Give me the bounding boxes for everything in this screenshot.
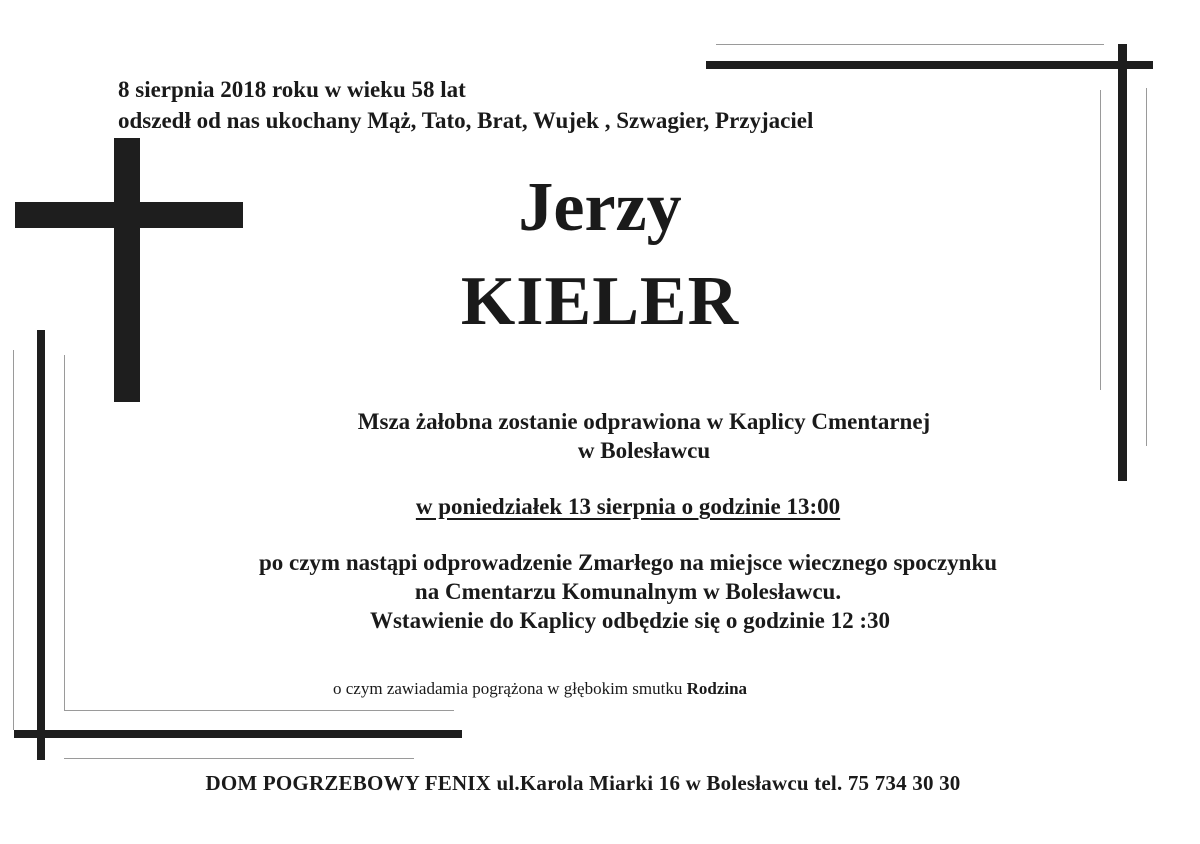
bottom-left-vertical-line [37, 330, 45, 760]
burial-line-1: po czym nastąpi odprowadzenie Zmarłego na miejsce wiecznego spoczynku [258, 550, 998, 575]
mass-line-2: w Bolesławcu [577, 438, 711, 463]
death-date-line: 8 sierpnia 2018 roku w wieku 58 lat [118, 77, 466, 102]
bottom-left-horizontal-line [14, 730, 462, 738]
deceased-first-name: Jerzy [518, 169, 682, 246]
top-right-faint-top-line [716, 44, 1104, 45]
burial-line-2: na Cmentarzu Komunalnym w Bolesławcu. [414, 579, 842, 604]
family-notice-text: o czym zawiadamia pogrążona w głębokim smutku [333, 679, 683, 698]
bottom-left-faint-left-line [13, 350, 14, 730]
top-right-horizontal-line [706, 61, 1153, 69]
chapel-arrival-line: Wstawienie do Kaplicy odbędzie się o godzinie 12 :30 [369, 608, 891, 633]
family-signature: Rodzina [686, 679, 748, 698]
family-notice [333, 679, 747, 699]
funeral-date-time: w poniedziałek 13 sierpnia o godzinie 13:00 [415, 494, 841, 519]
mass-line-1: Msza żałobna zostanie odprawiona w Kaplicy Cmentarnej [357, 409, 931, 434]
bottom-left-faint-lower-line [64, 758, 414, 759]
relations-line: odszedł od nas ukochany Mąż, Tato, Brat, Wujek , Szwagier, Przyjaciel [118, 108, 814, 133]
bottom-left-faint-upper-line [64, 710, 454, 711]
deceased-surname: KIELER [460, 263, 740, 340]
funeral-home-footer: DOM POGRZEBOWY FENIX ul.Karola Miarki 16 w Bolesławcu tel. 75 734 30 30 [205, 771, 961, 795]
